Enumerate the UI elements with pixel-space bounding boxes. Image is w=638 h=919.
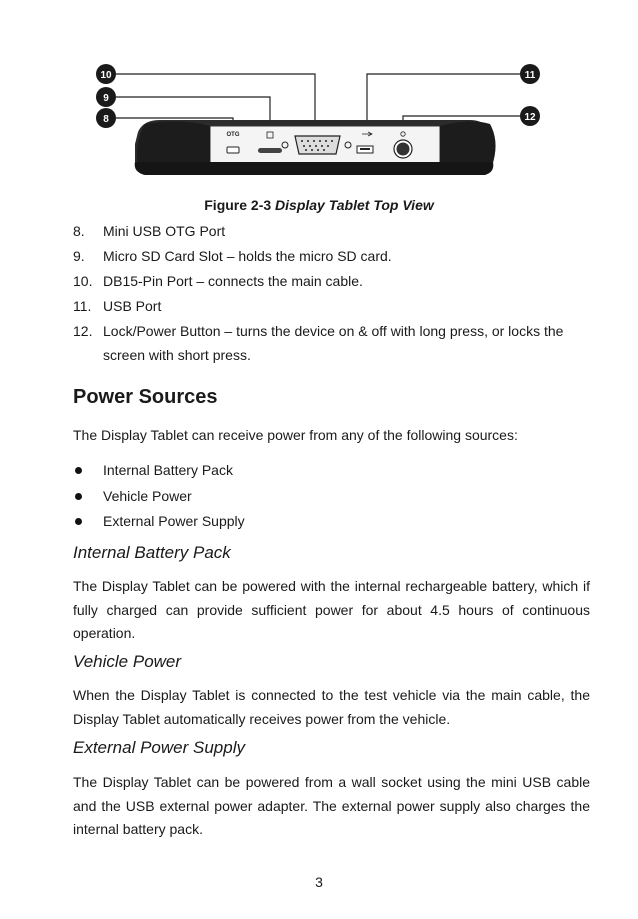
- subheading-external-power-supply: External Power Supply: [73, 738, 245, 757]
- callout-9-icon: [96, 87, 116, 107]
- list-item: [73, 219, 593, 244]
- subheading-vehicle-power: Vehicle Power: [73, 652, 182, 671]
- list-item-number: 9.: [73, 248, 85, 264]
- bullet-text: External Power Supply: [103, 513, 245, 529]
- list-item-number: 8.: [73, 223, 85, 239]
- mini-usb-otg-port-icon: [227, 147, 239, 153]
- bullet-item: [73, 484, 245, 510]
- list-item-text: Mini USB OTG Port: [103, 223, 226, 239]
- bullet-icon: [75, 493, 82, 500]
- internal-battery-paragraph: The Display Tablet can be powered with the internal rechargeable battery, which if fully charged can provide sufficient power for about 4.5 hours of continuous operation.: [73, 578, 590, 641]
- list-item: [73, 269, 593, 294]
- page-number: 3: [315, 874, 323, 890]
- tablet-top-view-drawing: [90, 62, 550, 182]
- callout-10-icon: [96, 64, 116, 84]
- port-list: [73, 219, 593, 367]
- subheading-internal-battery-pack: Internal Battery Pack: [73, 543, 231, 562]
- callout-11-icon: [520, 64, 540, 84]
- svg-text:9: 9: [103, 93, 109, 104]
- bullet-text: Vehicle Power: [103, 487, 192, 504]
- bullet-item: [73, 458, 245, 484]
- figure-caption-prefix: Figure 2-3: [204, 197, 272, 213]
- micro-sd-slot-icon: [258, 148, 282, 153]
- svg-text:11: 11: [524, 70, 536, 81]
- list-item-text: Lock/Power Button – turns the device on & off with long press, or locks the screen with short press.: [103, 323, 564, 363]
- svg-text:12: 12: [524, 112, 536, 123]
- section-heading-power-sources: Power Sources: [73, 386, 218, 408]
- bullet-item: [73, 509, 245, 535]
- list-item-text: USB Port: [103, 298, 162, 314]
- list-item-number: 10.: [73, 273, 93, 289]
- power-intro-paragraph: The Display Tablet can receive power from any of the following sources:: [73, 427, 518, 443]
- svg-text:10: 10: [100, 70, 112, 81]
- figure-caption: [0, 197, 638, 213]
- list-item-number: 11.: [73, 298, 92, 314]
- callout-8-icon: [96, 108, 116, 128]
- svg-text:8: 8: [103, 114, 109, 125]
- bullet-icon: [75, 518, 82, 525]
- figure-caption-title: Display Tablet Top View: [275, 197, 434, 213]
- external-power-paragraph: The Display Tablet can be powered from a wall socket using the mini USB cable and the USB external power adapter. The external power supply also charges the internal battery pack.: [73, 774, 590, 837]
- callout-12-icon: [520, 106, 540, 126]
- bullet-icon: [75, 467, 82, 474]
- power-source-bullet-list: [73, 458, 245, 535]
- bullet-text: Internal Battery Pack: [103, 462, 233, 478]
- list-item-number: 12.: [73, 323, 93, 339]
- vehicle-power-paragraph: When the Display Tablet is connected to the test vehicle via the main cable, the Display Tablet automatically receives power from the vehicle.: [73, 687, 590, 727]
- list-item-text: DB15-Pin Port – connects the main cable.: [103, 273, 363, 289]
- list-item: [73, 319, 593, 367]
- tablet-top-view-figure: [90, 62, 550, 182]
- svg-text:OTG: OTG: [226, 132, 240, 138]
- list-item-text: Micro SD Card Slot – holds the micro SD card.: [103, 248, 392, 264]
- list-item: [73, 244, 593, 269]
- list-item: [73, 294, 593, 319]
